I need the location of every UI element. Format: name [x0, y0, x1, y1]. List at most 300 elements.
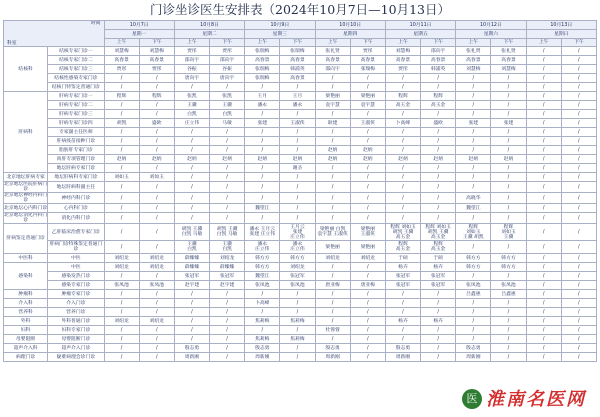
doctor-cell: / [421, 213, 456, 224]
doctor-cell: 赵炳 [350, 146, 385, 155]
schedule-row [4, 344, 597, 353]
doctor-cell: 张冠军 [421, 272, 456, 281]
doctor-cell: / [350, 335, 385, 344]
doctor-cell: / [104, 164, 139, 173]
doctor-cell: / [526, 344, 561, 353]
schedule-row [4, 173, 597, 182]
clinic-cell: 感染发热门诊 [48, 272, 104, 281]
doctor-cell: / [174, 290, 209, 299]
doctor-cell: 程辉 [385, 92, 420, 101]
doctor-cell: / [104, 290, 139, 299]
doctor-cell: 高春景 [245, 56, 280, 65]
clinic-cell: 消化内科门诊 [48, 213, 104, 224]
schedule-row [4, 317, 597, 326]
doctor-cell: / [456, 173, 491, 182]
doctor-cell: / [561, 92, 596, 101]
doctor-cell: 贾彤 [350, 47, 385, 56]
doctor-cell: / [385, 308, 420, 317]
doctor-cell: / [491, 299, 526, 308]
doctor-cell: / [421, 110, 456, 119]
doctor-cell: / [421, 137, 456, 146]
clinic-cell: 营养门诊 [48, 308, 104, 317]
doctor-cell: 吕鑫惠 [456, 290, 491, 299]
doctor-cell: / [350, 290, 385, 299]
doctor-cell: 潘永 王月云 张建 庄立伟 [245, 224, 280, 241]
doctor-cell: / [456, 335, 491, 344]
doctor-cell: 张瑞梅 [245, 74, 280, 83]
doctor-cell: / [421, 290, 456, 299]
department-cell: 超声介入科 [4, 344, 48, 353]
clinic-cell: 超声介入门诊 [48, 344, 104, 353]
clinic-cell: 肝病疫苗接种门诊 [48, 137, 104, 146]
doctor-cell: 王月云 张建 庄立伟 [280, 224, 315, 241]
doctor-cell: / [561, 241, 596, 254]
doctor-cell: 盛欧 [139, 119, 174, 128]
doctor-cell: 耿建 [315, 119, 350, 128]
doctor-cell: / [385, 299, 420, 308]
doctor-cell: / [491, 173, 526, 182]
doctor-cell: / [210, 290, 245, 299]
doctor-cell: / [456, 272, 491, 281]
clinic-cell: 感染专家门诊 [48, 281, 104, 290]
doctor-cell: / [561, 83, 596, 92]
doctor-cell: 韩浦英 [280, 65, 315, 74]
doctor-cell: 盛欧 [421, 119, 456, 128]
pm-label: 下午 [561, 39, 596, 47]
doctor-cell: 于硕 [385, 254, 420, 263]
doctor-cell: 赵宇建 [210, 281, 245, 290]
schedule-row [4, 74, 597, 83]
corner-cell [4, 21, 105, 47]
schedule-row [4, 241, 597, 254]
doctor-cell: / [245, 326, 280, 335]
doctor-cell: / [456, 146, 491, 155]
doctor-cell: / [385, 326, 420, 335]
department-cell: 北京地坛心内科门诊 [4, 205, 48, 211]
doctor-cell: 贾彤 [139, 65, 174, 74]
doctor-cell: / [315, 335, 350, 344]
doctor-cell: 刘慧梅 [385, 47, 420, 56]
doctor-cell: 焦莉梅 [245, 317, 280, 326]
doctor-cell: / [245, 213, 280, 224]
doctor-cell: 刘绍龙 [139, 263, 174, 272]
doctor-cell: / [139, 204, 174, 213]
doctor-cell: / [350, 83, 385, 92]
doctor-cell: / [526, 182, 561, 193]
doctor-cell: 唐向宇 [174, 74, 209, 83]
am-label: 上午 [104, 39, 139, 47]
schedule-row [4, 92, 597, 101]
doctor-cell: / [561, 353, 596, 362]
doctor-cell: / [280, 137, 315, 146]
schedule-row [4, 164, 597, 173]
doctor-cell: / [280, 182, 315, 193]
schedule-row [4, 353, 597, 362]
doctor-cell: 刘如玉 [104, 173, 139, 182]
doctor-cell: 殷志勇 [174, 344, 209, 353]
doctor-cell: / [526, 299, 561, 308]
doctor-cell: 程辉 [139, 92, 174, 101]
doctor-cell: / [491, 164, 526, 173]
doctor-cell: / [104, 74, 139, 83]
doctor-cell: / [421, 204, 456, 213]
doctor-cell: / [385, 74, 420, 83]
doctor-cell: / [174, 317, 209, 326]
schedule-row [4, 326, 597, 335]
schedule-row [4, 83, 597, 92]
doctor-cell: 贾彤 [174, 47, 209, 56]
doctor-cell: / [421, 308, 456, 317]
doctor-cell: / [280, 146, 315, 155]
doctor-cell: / [385, 213, 420, 224]
doctor-cell: / [385, 290, 420, 299]
schedule-row [4, 56, 597, 65]
doctor-cell: 袁宇慧 [315, 101, 350, 110]
doctor-cell: / [139, 83, 174, 92]
doctor-cell: / [561, 299, 596, 308]
doctor-cell: / [385, 146, 420, 155]
watermark-text: 淮南名医网 [486, 389, 586, 410]
clinic-cell: 脂肪肝专家门诊 [48, 146, 104, 155]
doctor-cell: / [561, 344, 596, 353]
doctor-cell: / [456, 128, 491, 137]
doctor-cell: / [385, 173, 420, 182]
date-cell: 10月8日 [174, 21, 244, 30]
clinic-cell: 中医 [48, 263, 104, 272]
doctor-cell: 梁艳丽 [350, 92, 385, 101]
doctor-cell: / [561, 263, 596, 272]
doctor-cell: / [104, 299, 139, 308]
pm-label: 下午 [280, 39, 315, 47]
doctor-cell: 赵炳 [315, 146, 350, 155]
doctor-cell: / [280, 128, 315, 137]
doctor-cell: / [350, 308, 385, 317]
date-cell: 10月13日 [526, 21, 596, 30]
doctor-cell: 刘绍龙 [210, 254, 245, 263]
doctor-cell: 杜蓉蓉 [315, 326, 350, 335]
doctor-cell: / [350, 182, 385, 193]
doctor-cell: / [280, 326, 315, 335]
site-badge-icon: 医 [462, 389, 482, 409]
doctor-cell: / [491, 146, 526, 155]
doctor-cell: 张建 [456, 119, 491, 128]
pm-label: 下午 [491, 39, 526, 47]
doctor-cell: / [210, 213, 245, 224]
doctor-cell: / [491, 213, 526, 224]
doctor-cell: / [561, 164, 596, 173]
doctor-cell: 刘绍龙 [280, 263, 315, 272]
doctor-cell: 梁艳丽 王淑侠 [350, 224, 385, 241]
schedule-row [4, 213, 597, 224]
weekday-cell: 星期一 [104, 30, 174, 39]
clinic-cell: 结核专家门诊二 [48, 56, 104, 65]
department-cell: 北京地坛医院肝病门诊 [4, 182, 48, 192]
clinic-cell: 专家副主任医师 [48, 128, 104, 137]
doctor-cell: 张瑞梅 [245, 65, 280, 74]
doctor-cell: / [561, 308, 596, 317]
doctor-cell: / [491, 272, 526, 281]
doctor-cell: / [280, 290, 315, 299]
doctor-cell: 周新刚 [456, 353, 491, 362]
doctor-cell: 刘慧梅 [456, 65, 491, 74]
doctor-cell: / [456, 137, 491, 146]
schedule-row [4, 335, 597, 344]
doctor-cell: / [210, 344, 245, 353]
doctor-cell: / [139, 353, 174, 362]
clinic-cell: 妇科专家门诊 [48, 326, 104, 335]
doctor-cell: 唐亚梅 [350, 281, 385, 290]
doctor-cell: / [210, 317, 245, 326]
doctor-cell: 贾彤 [210, 47, 245, 56]
doctor-cell: 张凤池 [456, 281, 491, 290]
doctor-cell: 张瑞梅 [280, 47, 315, 56]
doctor-cell: 韩方方 [491, 263, 526, 272]
doctor-cell: 高春景 [491, 56, 526, 65]
doctor-cell: / [104, 110, 139, 119]
doctor-cell: 潘永 庄立伟 [280, 241, 315, 254]
doctor-cell: 张冠军 [421, 281, 456, 290]
doctor-cell: 张冠军 [174, 272, 209, 281]
doctor-cell: / [491, 83, 526, 92]
clinic-cell: 肝病专家门诊一 [48, 92, 104, 101]
doctor-cell: / [245, 110, 280, 119]
doctor-cell: 张凯 [210, 92, 245, 101]
doctor-cell: / [421, 173, 456, 182]
doctor-cell: / [526, 92, 561, 101]
doctor-cell: / [561, 146, 596, 155]
date-cell: 10月7日 [104, 21, 174, 30]
schedule-row [4, 182, 597, 193]
weekday-cell: 星期四 [315, 30, 385, 39]
am-label: 上午 [174, 39, 209, 47]
doctor-cell: / [139, 299, 174, 308]
doctor-cell: / [456, 241, 491, 254]
doctor-cell: 贾彤 [104, 65, 139, 74]
schedule-row [4, 263, 597, 272]
doctor-cell: / [315, 74, 350, 83]
doctor-cell: 张冠军 [385, 272, 420, 281]
doctor-cell: / [350, 353, 385, 362]
doctor-cell: / [350, 299, 385, 308]
doctor-cell: / [526, 281, 561, 290]
doctor-cell: / [526, 74, 561, 83]
doctor-cell: 程辉 [104, 92, 139, 101]
doctor-cell: / [245, 146, 280, 155]
doctor-cell: / [139, 110, 174, 119]
clinic-cell: 地坛肝病科副主任 [48, 182, 104, 193]
doctor-cell: 白凯 [174, 110, 209, 119]
doctor-cell: / [104, 83, 139, 92]
doctor-cell: 邵向宇 [174, 56, 209, 65]
doctor-cell: 薛臻臻 [210, 263, 245, 272]
schedule-row [4, 47, 597, 56]
doctor-cell: / [421, 128, 456, 137]
pm-label: 下午 [421, 39, 456, 47]
page-title: 门诊坐诊医生安排表（2024年10月7日—10月13日） [150, 2, 450, 17]
doctor-cell: / [210, 164, 245, 173]
doctor-cell: 刘慧梅 [104, 47, 139, 56]
doctor-cell: / [526, 224, 561, 241]
doctor-cell: / [350, 272, 385, 281]
doctor-cell: 魏望江 [245, 272, 280, 281]
doctor-cell: 张礼贤 [491, 47, 526, 56]
clinic-cell: 肝病专家门诊四 [48, 119, 104, 128]
schedule-row [4, 299, 597, 308]
doctor-cell: 殷志勇 [245, 344, 280, 353]
doctor-cell: / [210, 353, 245, 362]
doctor-cell: / [139, 164, 174, 173]
doctor-cell: / [210, 299, 245, 308]
doctor-cell: 韩方方 [456, 263, 491, 272]
doctor-cell: 刘绍龙 [104, 263, 139, 272]
doctor-cell: 邵向宇 [210, 56, 245, 65]
schedule-row [4, 119, 597, 128]
department-cell: 肝病科 [4, 92, 48, 173]
doctor-cell: 张凤池 [139, 281, 174, 290]
doctor-cell: / [280, 213, 315, 224]
schedule-row [4, 137, 597, 146]
corner-dept-label: 科室 [7, 41, 17, 46]
doctor-cell: / [315, 299, 350, 308]
doctor-cell: / [245, 164, 280, 173]
schedule-row [4, 128, 597, 137]
doctor-cell: / [421, 146, 456, 155]
doctor-cell: 韩方方 [245, 263, 280, 272]
doctor-cell: / [174, 83, 209, 92]
doctor-cell: / [280, 110, 315, 119]
schedule-row [4, 155, 597, 164]
doctor-cell: 王月 [280, 92, 315, 101]
doctor-cell: 高春景 [280, 56, 315, 65]
doctor-cell: / [561, 74, 596, 83]
doctor-cell: 张凤池 [104, 281, 139, 290]
doctor-cell: / [526, 335, 561, 344]
doctor-cell: / [526, 173, 561, 182]
doctor-cell: 杨卉 [385, 317, 420, 326]
doctor-cell: 程辉 刘如玉 胡凯 王骥 高玉金 [421, 224, 456, 241]
doctor-cell: / [315, 182, 350, 193]
doctor-cell: 韩方方 [491, 254, 526, 263]
doctor-cell: 魏望江 [245, 204, 280, 213]
date-cell: 10月11日 [385, 21, 455, 30]
weekday-cell: 星期六 [456, 30, 526, 39]
doctor-cell: 胡凯 王骥 白凯 马敏 [174, 224, 209, 241]
pm-label: 下午 [350, 39, 385, 47]
clinic-cell: 肝病专家门诊二 [48, 101, 104, 110]
clinic-cell: 地坛肝病科专家门诊 [48, 173, 104, 182]
doctor-cell: / [350, 128, 385, 137]
doctor-cell: 程辉 [421, 92, 456, 101]
doctor-cell: / [561, 56, 596, 65]
weekday-cell: 星期五 [385, 30, 455, 39]
doctor-cell: / [421, 344, 456, 353]
doctor-cell: / [561, 326, 596, 335]
doctor-cell: / [315, 263, 350, 272]
doctor-cell: 韩方方 [280, 254, 315, 263]
doctor-cell: 刘绍龙 [139, 254, 174, 263]
doctor-cell: / [104, 344, 139, 353]
doctor-cell: 唐亚梅 [315, 281, 350, 290]
doctor-cell: / [526, 213, 561, 224]
doctor-cell: / [526, 110, 561, 119]
doctor-cell: / [491, 308, 526, 317]
doctor-cell: / [104, 224, 139, 241]
doctor-cell: / [421, 353, 456, 362]
clinic-cell: 母婴阻断门诊 [48, 335, 104, 344]
date-cell: 10月9日 [245, 21, 315, 30]
clinic-cell: 结核性感染专家门诊 [48, 74, 104, 83]
doctor-cell: / [104, 241, 139, 254]
doctor-cell: 焦莉梅 [280, 317, 315, 326]
doctor-cell: / [526, 254, 561, 263]
department-cell: 结核科 [4, 47, 48, 92]
doctor-cell: 王骥 白凯 [174, 241, 209, 254]
clinic-cell: 结核门特鉴定普通门诊 [48, 83, 104, 92]
doctor-cell: / [139, 74, 174, 83]
doctor-cell: / [350, 326, 385, 335]
doctor-cell: / [491, 110, 526, 119]
doctor-cell: / [385, 335, 420, 344]
weekday-cell: 星期二 [174, 30, 244, 39]
doctor-cell: 程辉 高玉金 [421, 241, 456, 254]
doctor-cell: / [280, 299, 315, 308]
department-cell: 感染科 [4, 263, 48, 290]
department-cell: 中医科 [4, 254, 48, 263]
doctor-cell: 程辉 高玉金 [385, 241, 420, 254]
doctor-cell: / [561, 224, 596, 241]
doctor-cell: 程辉 刘如玉 王骥 胡凯 [456, 224, 491, 241]
clinic-cell: 乙肝临床治愈专家门诊 [48, 224, 104, 241]
doctor-cell: / [210, 308, 245, 317]
doctor-cell: / [104, 326, 139, 335]
doctor-cell: / [104, 193, 139, 204]
doctor-cell: / [350, 137, 385, 146]
doctor-cell: 赵炳 [139, 155, 174, 164]
department-cell: 北京地坛肝病专家 [4, 173, 48, 182]
doctor-cell: / [104, 137, 139, 146]
doctor-cell: / [526, 353, 561, 362]
doctor-cell: 谢圣 [280, 164, 315, 173]
department-cell: 妇科 [4, 326, 48, 335]
clinic-cell: 中医 [48, 254, 104, 263]
schedule-row [4, 204, 597, 213]
clinic-cell: 肝病门诊特殊鉴定普通门诊 [49, 242, 103, 252]
doctor-cell: / [456, 101, 491, 110]
doctor-cell: / [280, 353, 315, 362]
doctor-cell: / [350, 74, 385, 83]
doctor-cell: 高春景 [104, 56, 139, 65]
doctor-cell: / [526, 128, 561, 137]
doctor-cell: / [245, 290, 280, 299]
doctor-cell: / [526, 155, 561, 164]
doctor-cell: 胡凯 [104, 119, 139, 128]
doctor-cell: / [456, 299, 491, 308]
doctor-cell: / [561, 137, 596, 146]
doctor-cell: 刘绍龙 [104, 317, 139, 326]
doctor-cell: / [315, 308, 350, 317]
doctor-cell: 韩方方 [245, 254, 280, 263]
weekday-cell: 星期三 [245, 30, 315, 39]
department-cell: 肿瘤科 [4, 290, 48, 299]
doctor-cell: / [350, 213, 385, 224]
clinic-cell: 心内科门诊 [48, 204, 104, 213]
date-cell: 10月10日 [315, 21, 385, 30]
doctor-cell: 张冠军 [385, 281, 420, 290]
doctor-cell: 张凤池 [491, 281, 526, 290]
doctor-cell: / [561, 213, 596, 224]
schedule-table [3, 20, 597, 362]
doctor-cell: / [421, 299, 456, 308]
